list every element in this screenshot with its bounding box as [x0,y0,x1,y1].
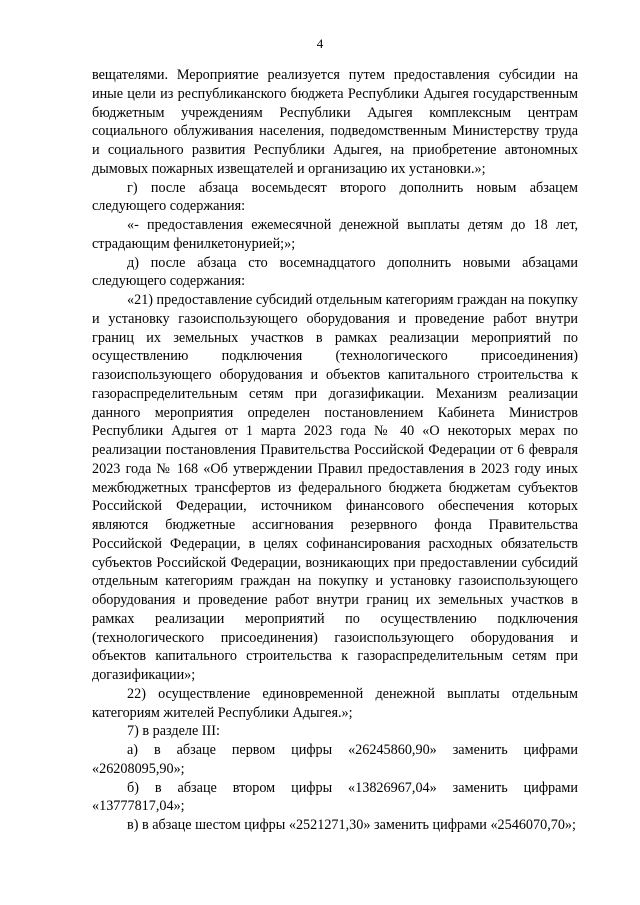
paragraph-item-b: б) в абзаце втором цифры «13826967,04» заменить цифрами «13777817,04»; [92,779,578,815]
paragraph-item-v: в) в абзаце шестом цифры «2521271,30» заменить цифрами «2546070,70»; [127,817,576,833]
paragraph-item-21: «21) предоставление субсидий отдельным категориям граждан на покупку и установку газоиспользующего оборудования и проведение работ внутри границ их земельных участков в рамках реализации мероприятий по осуществлению подключения (технологического присоединения) газоиспользующего оборудования и объектов капитального строительства к газораспределительным сетям при догазификации. Механизм реализации данного мероприятия определен постановлением Кабинета Министров Республики Адыгея от 1 марта 2023 года № 40 «О некоторых мерах по реализации постановления Правительства Российской Федерации от 6 февраля 2023 года № 168 «Об утверждении Правил предоставления в 2023 году иных межбюджетных трансфертов из федерального бюджета бюджетам субъектов Российской Федерации, источником финансового обеспечения которых являются бюджетные ассигнования резервного фонда Правительства Российской Федерации, в целях софинансирования расходных обязательств субъектов Российской Федерации, возникающих при предоставлении субсидий отдельным категориям граждан на покупку и установку газоиспользующего оборудования и проведение работ внутри границ их земельных участков в рамках реализации мероприятий по осуществлению подключения (технологического присоединения) газоиспользующего оборудования и объектов капитального строительства к газораспределительным сетям при догазификации»; [92,292,578,683]
paragraph-item-7: 7) в разделе III: [127,723,220,740]
paragraph-continuation: вещателями. Мероприятие реализуется путем предоставления субсидии на иные цели из республиканского бюджета Республики Адыгея государственным бюджетным учреждениям Республики Адыгея комплексным центрам социального облуживания населения, подведомственным Министерству труда и социального развития Республики Адыгея, на приобретение автономных дымовых пожарных извещателей и организацию их установки.»; [92,67,578,177]
paragraph-item-a: а) в абзаце первом цифры «26245860,90» заменить цифрами «26208095,90»; [92,742,578,777]
paragraph-item-g: г) после абзаца восемьдесят второго дополнить новым абзацем следующего содержания: [92,179,578,215]
paragraph-quote-phenylketonuria: «- предоставления ежемесячной денежной выплаты детям до 18 лет, страдающим фенилкетонурией;»; [92,217,578,252]
page-number: 4 [316,36,324,51]
paragraph-item-22: 22) осуществление единовременной денежной выплаты отдельным категориям жителей Республики Адыгея.»; [92,685,578,721]
document-body [92,66,578,835]
paragraph-item-d: д) после абзаца сто восемнадцатого дополнить новыми абзацами следующего содержания: [92,254,578,290]
